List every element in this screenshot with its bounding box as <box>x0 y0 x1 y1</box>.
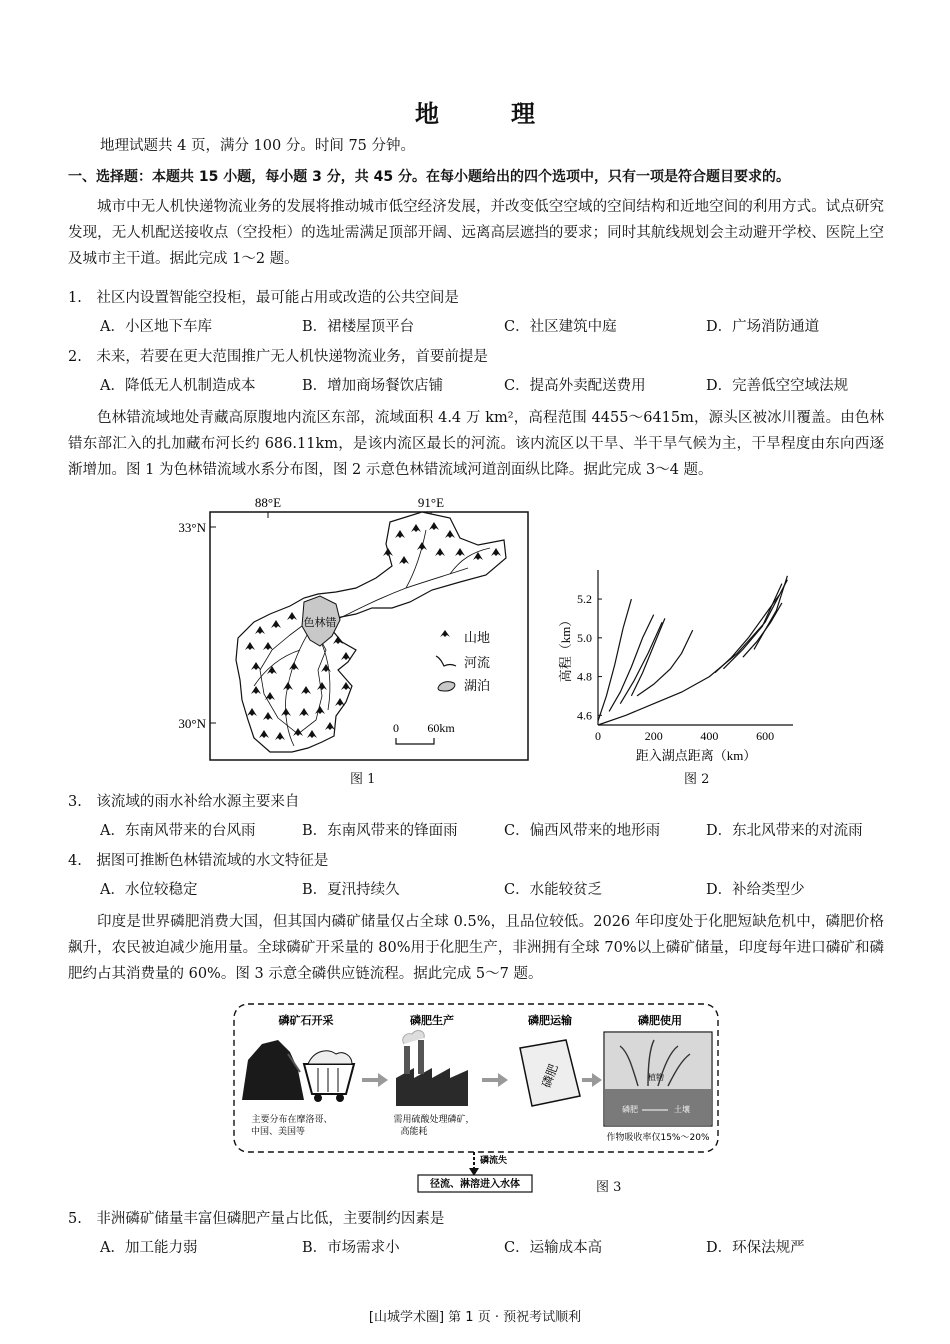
flow-arrow-1 <box>362 1073 388 1087</box>
option-d[interactable]: D．补给类型少 <box>706 882 805 898</box>
option-b[interactable]: B．裙楼屋顶平台 <box>302 319 415 335</box>
y-tick-label: 4.6 <box>577 708 592 723</box>
mining-note-2: 中国、美国等 <box>250 1127 306 1137</box>
option-d[interactable]: D．环保法规严 <box>706 1240 805 1256</box>
longitude-88-label: 88°E <box>254 495 282 510</box>
production-note-2: 高能耗 <box>400 1127 428 1137</box>
profile-lines <box>598 576 787 725</box>
loss-label: 磷流失 <box>480 1156 508 1166</box>
longitude-91-label: 91°E <box>417 495 445 510</box>
section-heading: 一、选择题：本题共 15 小题，每小题 3 分，共 45 分。在每小题给出的四个选项中，只有一项是符合题目要求的。 <box>68 169 790 185</box>
figure-2-caption: 图 2 <box>684 772 710 787</box>
production-note-1: 需用硫酸处理磷矿， <box>393 1115 475 1125</box>
passage-2: 色林错流域地处青藏高原腹地内流区东部，流域面积 4.4 万 km²，高程范围 4455～6415m，源头区被冰川覆盖。由色林错东部汇入的扎加藏布河长约 686.11km，是该内流区最长的河流。该内流区以干旱、半干旱气候为主，干旱程度由东向西逐渐增加。图 1 为色林错流域水系分布图，图 2 示意色林错流域河道剖面纵比降。据此完成 3～4 题。 <box>68 410 884 478</box>
absorption-note: 作物吸收率仅15%～20% <box>606 1133 710 1143</box>
scale-zero: 0 <box>393 721 399 735</box>
profile-line-4 <box>620 622 662 703</box>
x-tick-label: 200 <box>644 729 663 743</box>
lake-label: 色林错 <box>303 617 337 629</box>
map-legend <box>436 630 490 693</box>
option-c[interactable]: C．社区建筑中庭 <box>504 319 617 335</box>
scale-60km: 60km <box>427 721 455 735</box>
figure-1-caption: 图 1 <box>350 772 376 787</box>
option-a[interactable]: A．小区地下车库 <box>100 319 212 335</box>
bag-label: 磷肥 <box>539 1062 561 1090</box>
option-a[interactable]: A．水位较稳定 <box>100 882 198 898</box>
mining-note-1: 主要分布在摩洛哥、 <box>251 1115 333 1125</box>
figure-1-map <box>160 490 540 780</box>
x-axis-title: 距入湖点距离（km） <box>635 748 757 763</box>
profile-line-5 <box>631 618 665 696</box>
passage-1: 城市中无人机快递物流业务的发展将推动城市低空经济发展，并改变低空空域的空间结构和近地空间的利用方式。试点研究发现，无人机配送接收点（空投柜）的选址需满足顶部开阔、远离高层遮挡的要求；同时其航线规划会主动避开学校、医院上空及城市主干道。据此完成 1～2 题。 <box>68 199 884 267</box>
x-tick-label: 400 <box>700 729 719 743</box>
question-4-stem: 4. 据图可推断色林错流域的水文特征是 <box>68 853 329 869</box>
option-b[interactable]: B．夏汛持续久 <box>302 882 400 898</box>
option-b[interactable]: B．市场需求小 <box>302 1240 400 1256</box>
profile-line-1 <box>598 580 787 725</box>
question-5-stem: 5. 非洲磷矿储量丰富但磷肥产量占比低，主要制约因素是 <box>68 1211 445 1227</box>
plant-label: 植物 <box>648 1073 664 1082</box>
option-c[interactable]: C．运输成本高 <box>504 1240 603 1256</box>
question-1-stem: 1. 社区内设置智能空投柜，最可能占用或改造的公共空间是 <box>68 290 459 306</box>
flow-arrow-3 <box>582 1073 602 1087</box>
profile-line-6 <box>637 630 693 696</box>
stage-mining-title: 磷矿石开采 <box>278 1014 334 1027</box>
option-b[interactable]: B．东南风带来的锋面雨 <box>302 823 458 839</box>
figure-3-caption: 图 3 <box>596 1180 622 1195</box>
option-c[interactable]: C．水能较贫乏 <box>504 882 603 898</box>
mine-cart-icon <box>304 1064 354 1094</box>
option-c[interactable]: C．提高外卖配送费用 <box>504 378 646 394</box>
exam-intro: 地理试题共 4 页，满分 100 分。时间 75 分钟。 <box>100 138 416 154</box>
option-a[interactable]: A．降低无人机制造成本 <box>100 378 256 394</box>
scale-bar <box>393 721 455 744</box>
passage-3: 印度是世界磷肥消费大国，但其国内磷矿储量仅占全球 0.5%，且品位较低。2026 年印度处于化肥短缺危机中，磷肥价格飙升，农民被迫减少施用量。全球磷矿开采量的 80%用于化肥生产，非洲拥有全球 70%以上磷矿储量，印度每年进口磷矿和磷肥约占其消费量的 60%。图 3 示意全磷供应链流程。据此完成 5～7 题。 <box>68 914 884 982</box>
stage-production-title: 磷肥生产 <box>410 1014 454 1027</box>
option-a[interactable]: A．东南风带来的台风雨 <box>100 823 256 839</box>
ore-rock-icon <box>242 1040 304 1100</box>
y-tick-label: 4.8 <box>577 669 592 684</box>
option-d[interactable]: D．完善低空空域法规 <box>706 378 849 394</box>
stage-use-title: 磷肥使用 <box>638 1014 682 1027</box>
option-d[interactable]: D．广场消防通道 <box>706 319 820 335</box>
question-3-stem: 3. 该流域的雨水补给水源主要来自 <box>68 794 300 810</box>
x-tick-labels <box>595 729 774 743</box>
profile-line-7 <box>715 595 779 673</box>
page-footer: [山城学术圈] 第 1 页 · 预祝考试顺利 <box>368 1310 582 1325</box>
question-2-stem: 2. 未来，若要在更大范围推广无人机快递物流业务，首要前提是 <box>68 349 488 365</box>
legend-mountain-label: 山地 <box>464 630 491 645</box>
soil-label: 土壤 <box>674 1105 690 1114</box>
legend-river-label: 河流 <box>464 655 491 670</box>
x-tick-label: 600 <box>756 729 775 743</box>
option-b[interactable]: B．增加商场餐饮店铺 <box>302 378 444 394</box>
legend-river-icon <box>436 656 456 666</box>
legend-lake-icon <box>438 682 455 691</box>
y-tick-label: 5.0 <box>577 630 592 645</box>
option-c[interactable]: C．偏西风带来的地形雨 <box>504 823 661 839</box>
option-d[interactable]: D．东北风带来的对流雨 <box>706 823 863 839</box>
water-sink-label: 径流、淋溶进入水体 <box>430 1179 520 1190</box>
legend-lake-label: 湖泊 <box>464 678 491 693</box>
figure-3-flowchart <box>228 1000 728 1196</box>
y-tick-label: 5.2 <box>577 592 592 607</box>
page-title: 地 理 <box>415 100 559 128</box>
figure-2-chart <box>548 560 798 770</box>
flow-arrow-2 <box>482 1073 508 1087</box>
latitude-33-label: 33°N <box>178 520 206 535</box>
x-tick-label: 0 <box>595 729 601 743</box>
option-a[interactable]: A．加工能力弱 <box>100 1240 198 1256</box>
latitude-30-label: 30°N <box>178 716 206 731</box>
y-axis-title: 高程（km） <box>558 613 573 683</box>
soil-phosphate-label: 磷肥 <box>622 1105 638 1114</box>
legend-mountain-icon <box>440 630 450 637</box>
stage-transport-title: 磷肥运输 <box>528 1014 572 1027</box>
